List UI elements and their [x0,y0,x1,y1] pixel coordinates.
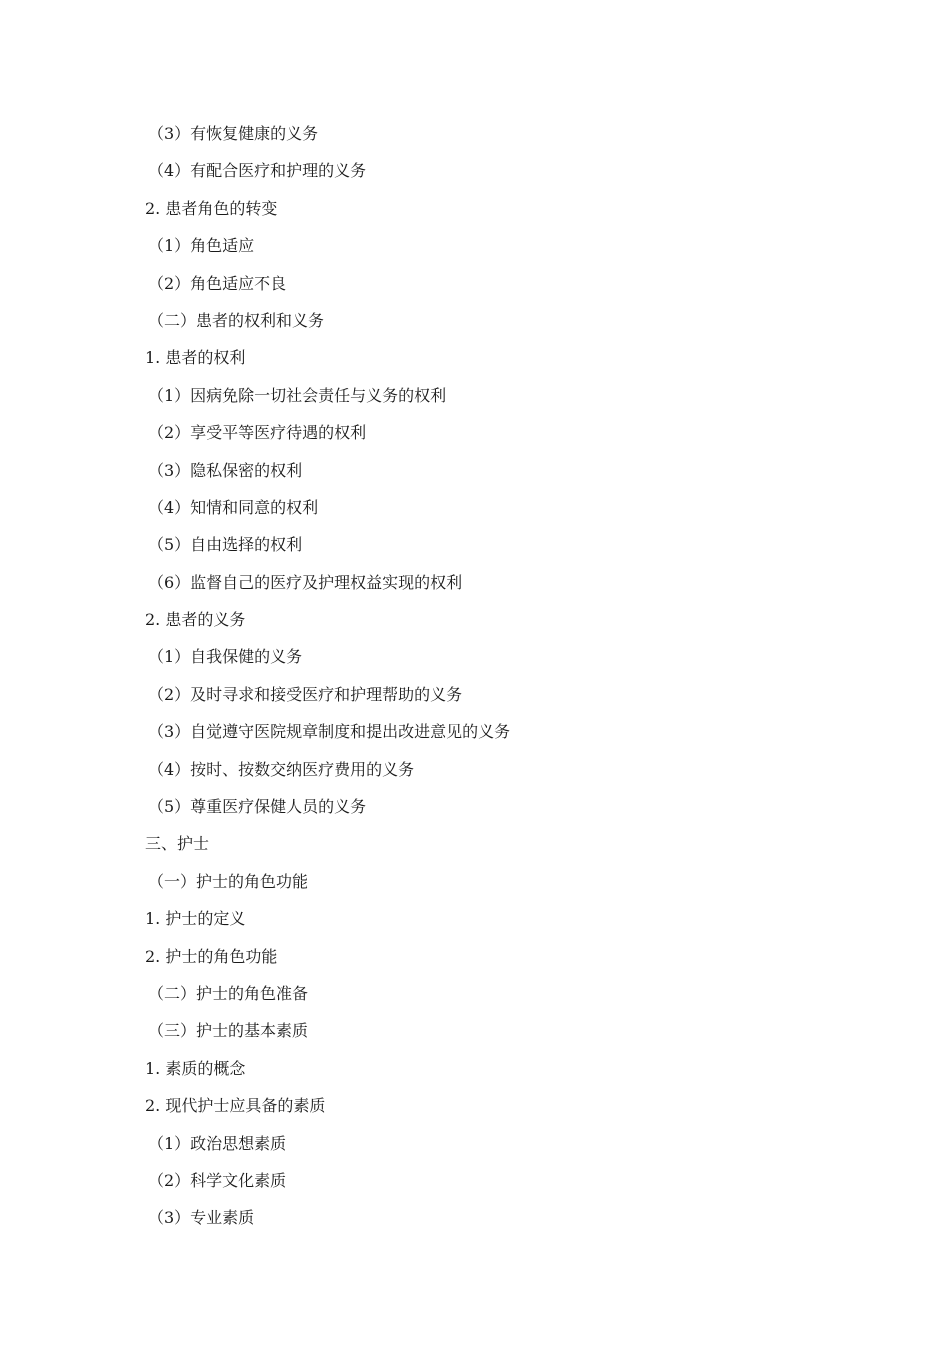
outline-line: 2. 现代护士应具备的素质 [145,1096,326,1116]
outline-line: （二）患者的权利和义务 [148,310,325,330]
outline-line: （3）有恢复健康的义务 [148,124,319,143]
outline-line: （三）护士的基本素质 [148,1021,309,1041]
outline-line: （4）知情和同意的权利 [148,497,319,517]
outline-line: （1）角色适应 [148,236,255,256]
outline-line: （2）科学文化素质 [148,1170,287,1190]
outline-line: （1）因病免除一切社会责任与义务的权利 [148,385,447,405]
outline-line: （二）护士的角色准备 [148,983,309,1003]
outline-line: （3）自觉遵守医院规章制度和提出改进意见的义务 [148,722,511,742]
outline-line: 三、护士 [145,834,210,854]
outline-line: （5）尊重医疗保健人员的义务 [148,797,367,817]
outline-line: （1）自我保健的义务 [148,647,303,667]
outline-line: （2）角色适应不良 [148,273,287,293]
outline-line: （5）自由选择的权利 [148,535,303,555]
outline-line: 2. 患者的义务 [145,610,246,630]
outline-line: （6）监督自己的医疗及护理权益实现的权利 [148,572,463,592]
outline-list [145,122,865,1244]
outline-line: 1. 患者的权利 [145,348,246,368]
outline-line: 1. 护士的定义 [145,909,246,929]
outline-line: （一）护士的角色功能 [148,871,309,891]
outline-line: （4）有配合医疗和护理的义务 [148,161,367,181]
outline-line: （1）政治思想素质 [148,1133,287,1153]
outline-line: （4）按时、按数交纳医疗费用的义务 [148,759,415,779]
outline-line: 2. 患者角色的转变 [145,198,278,218]
outline-line: （2）享受平等医疗待遇的权利 [148,423,367,443]
outline-line: （3）隐私保密的权利 [148,460,303,480]
outline-line: （3）专业素质 [148,1208,255,1228]
outline-line: 1. 素质的概念 [145,1058,246,1078]
outline-line: （2）及时寻求和接受医疗和护理帮助的义务 [148,684,463,704]
outline-line: 2. 护士的角色功能 [145,946,278,966]
